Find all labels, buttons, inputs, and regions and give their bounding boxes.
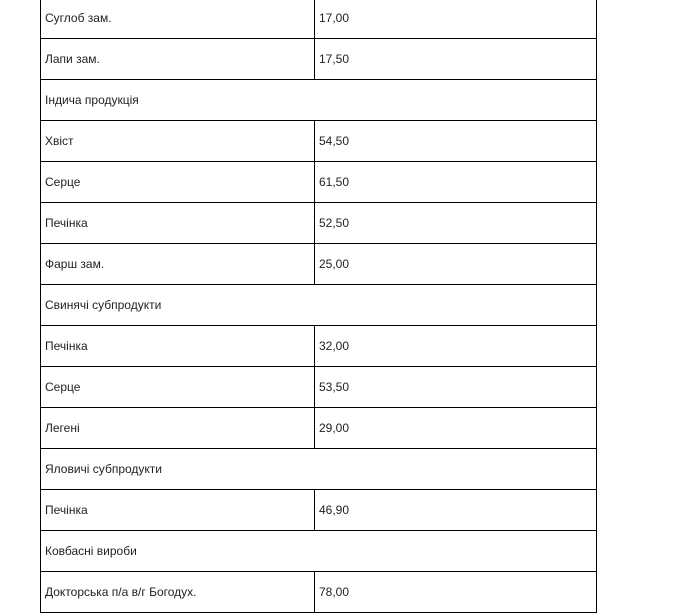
product-price-cell: 29,00 (315, 408, 597, 449)
category-row (41, 285, 597, 326)
product-name-cell: Лапи зам. (41, 39, 315, 80)
product-price-cell: 52,50 (315, 203, 597, 244)
table-row (41, 367, 597, 408)
category-row (41, 449, 597, 490)
product-price-cell: 32,00 (315, 326, 597, 367)
category-label: Індича продукція (41, 80, 597, 121)
product-name-cell: Суглоб зам. (41, 0, 315, 39)
price-table (40, 0, 597, 613)
table-row (41, 244, 597, 285)
product-name-cell: Печінка (41, 490, 315, 531)
category-row (41, 531, 597, 572)
product-price-cell: 78,00 (315, 572, 597, 613)
product-price-cell: 61,50 (315, 162, 597, 203)
product-name-cell: Докторська п/а в/г Богодух. (41, 572, 315, 613)
table-row (41, 0, 597, 39)
product-price-cell: 46,90 (315, 490, 597, 531)
category-label: Свинячі субпродукти (41, 285, 597, 326)
table-row (41, 572, 597, 613)
product-price-cell: 54,50 (315, 121, 597, 162)
table-row (41, 121, 597, 162)
product-name-cell: Печінка (41, 326, 315, 367)
table-row (41, 39, 597, 80)
table-row (41, 162, 597, 203)
product-price-cell: 25,00 (315, 244, 597, 285)
product-name-cell: Легені (41, 408, 315, 449)
product-name-cell: Серце (41, 367, 315, 408)
product-name-cell: Хвіст (41, 121, 315, 162)
category-label: Яловичі субпродукти (41, 449, 597, 490)
table-row (41, 203, 597, 244)
product-name-cell: Фарш зам. (41, 244, 315, 285)
product-name-cell: Серце (41, 162, 315, 203)
category-row (41, 80, 597, 121)
product-price-cell: 53,50 (315, 367, 597, 408)
table-row (41, 408, 597, 449)
product-price-cell: 17,00 (315, 0, 597, 39)
category-label: Ковбасні вироби (41, 531, 597, 572)
product-name-cell: Печінка (41, 203, 315, 244)
table-row (41, 326, 597, 367)
table-row (41, 490, 597, 531)
price-table-body (41, 0, 597, 613)
product-price-cell: 17,50 (315, 39, 597, 80)
